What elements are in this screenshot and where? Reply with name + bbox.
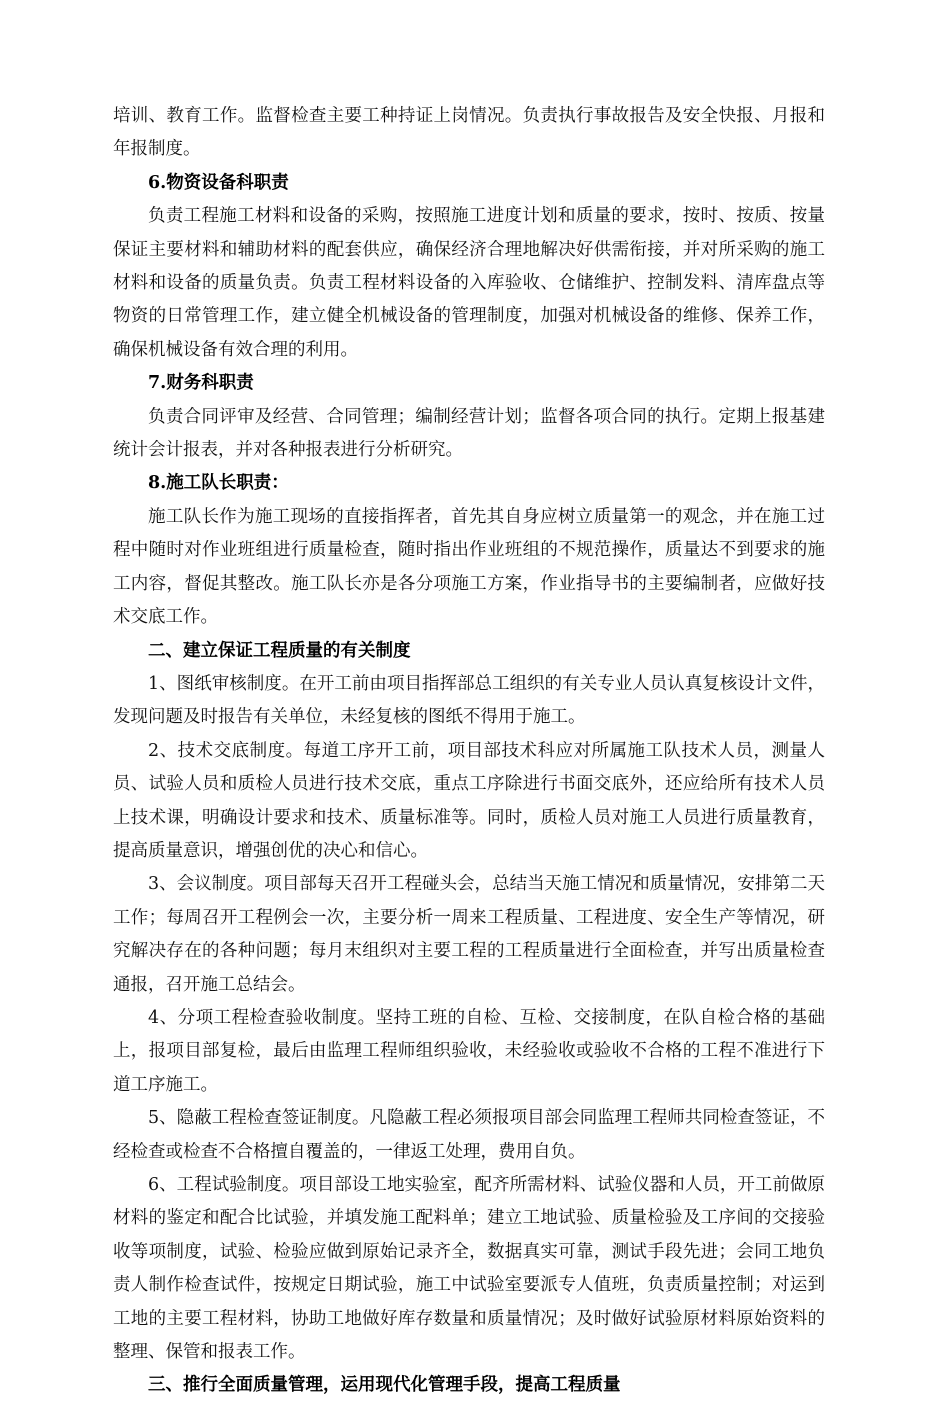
heading-total-quality-management: 三、推行全面质量管理，运用现代化管理手段，提高工程质量 bbox=[148, 1375, 621, 1396]
paragraph-finance-duties: 负责合同评审及经营、合同管理；编制经营计划；监督各项合同的执行。定期上报基建统计会计报表，并对各种报表进行分析研究。 bbox=[113, 406, 825, 461]
paragraph-testing-system: 6、工程试验制度。项目部设工地实验室，配齐所需材料、试验仪器和人员，开工前做原材料的鉴定和配合比试验，并填发施工配料单；建立工地试验、质量检验及工序间的交接验收等项制度，试验、检验应做到原始记录齐全，数据真实可靠，测试手段先进；会同工地负责人制作检查试件，按规定日期试验，施工中试验室要派专人值班，负责质量控制；对运到工地的主要工程材料，协助工地做好库存数量和质量情况；及时做好试验原材料原始资料的整理、保管和报表工作。 bbox=[113, 1175, 825, 1363]
paragraph-drawing-review: 1、图纸审核制度。在开工前由项目指挥部总工组织的有关专业人员认真复核设计文件，发现问题及时报告有关单位，未经复核的图纸不得用于施工。 bbox=[113, 673, 825, 728]
heading-materials-equipment-dept: 6.物资设备科职责 bbox=[148, 172, 289, 193]
heading-quality-systems: 二、建立保证工程质量的有关制度 bbox=[148, 640, 411, 661]
heading-construction-team-leader: 8.施工队长职责： bbox=[148, 473, 289, 494]
paragraph-safety-duties-continued: 培训、教育工作。监督检查主要工种持证上岗情况。负责执行事故报告及安全快报、月报和年报制度。 bbox=[113, 106, 825, 160]
document-body bbox=[113, 100, 825, 1403]
paragraph-inspection-acceptance: 4、分项工程检查验收制度。坚持工班的自检、互检、交接制度，在队自检合格的基础上，报项目部复检，最后由监理工程师组织验收，未经验收或验收不合格的工程不准进行下道工序施工。 bbox=[113, 1007, 825, 1095]
heading-finance-dept: 7.财务科职责 bbox=[148, 373, 254, 394]
paragraph-technical-briefing: 2、技术交底制度。每道工序开工前，项目部技术科应对所属施工队技术人员，测量人员、试验人员和质检人员进行技术交底，重点工序除进行书面交底外，还应给所有技术人员上技术课，明确设计要求和技术、质量标准等。同时，质检人员对施工人员进行质量教育，提高质量意识，增强创优的决心和信心。 bbox=[113, 740, 825, 861]
paragraph-team-leader-duties: 施工队长作为施工现场的直接指挥者，首先其自身应树立质量第一的观念，并在施工过程中随时对作业班组进行质量检查，随时指出作业班组的不规范操作，质量达不到要求的施工内容，督促其整改。施工队长亦是各分项施工方案，作业指导书的主要编制者，应做好技术交底工作。 bbox=[113, 506, 825, 628]
paragraph-meeting-system: 3、会议制度。项目部每天召开工程碰头会，总结当天施工情况和质量情况，安排第二天工作；每周召开工程例会一次，主要分析一周来工程质量、工程进度、安全生产等情况，研究解决存在的各种问题；每月末组织对主要工程的工程质量进行全面检查，并写出质量检查通报，召开施工总结会。 bbox=[113, 874, 825, 995]
paragraph-materials-equipment-duties: 负责工程施工材料和设备的采购，按照施工进度计划和质量的要求，按时、按质、按量保证主要材料和辅助材料的配套供应，确保经济合理地解决好供需衔接，并对所采购的施工材料和设备的质量负责。负责工程材料设备的入库验收、仓储维护、控制发料、清库盘点等物资的日常管理工作，建立健全机械设备的管理制度，加强对机械设备的维修、保养工作，确保机械设备有效合理的利用。 bbox=[113, 206, 825, 360]
paragraph-concealed-works: 5、隐蔽工程检查签证制度。凡隐蔽工程必须报项目部会同监理工程师共同检查签证，不经检查或检查不合格擅自覆盖的，一律返工处理，费用自负。 bbox=[113, 1108, 825, 1162]
